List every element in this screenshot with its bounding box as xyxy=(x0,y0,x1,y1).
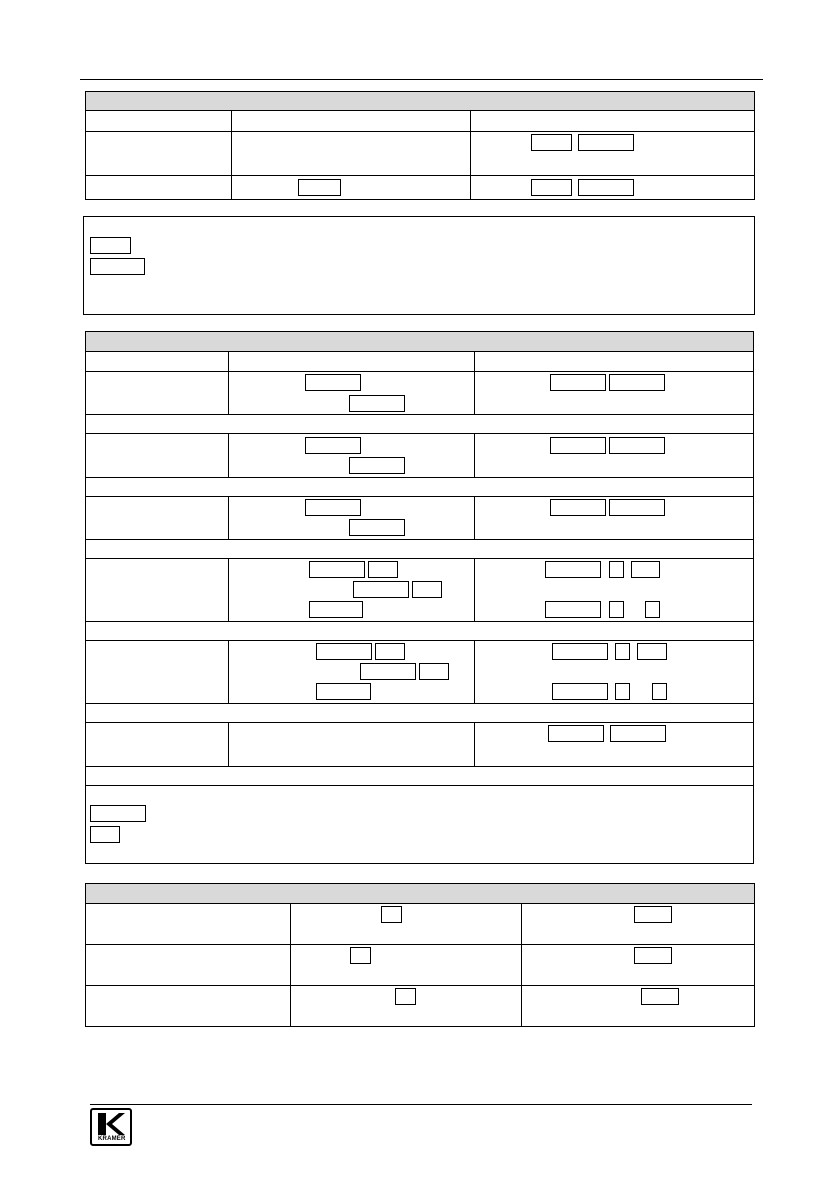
key-button xyxy=(641,988,679,1005)
key-button xyxy=(531,179,572,196)
table-1-header-line xyxy=(85,131,755,132)
key-button xyxy=(609,499,665,516)
key-button xyxy=(615,683,630,700)
key-button xyxy=(548,725,604,742)
table-2-row-line xyxy=(85,539,754,540)
table-3-row-line xyxy=(85,985,755,986)
table-2-row-line xyxy=(85,640,754,641)
table-2-row-line xyxy=(85,558,754,559)
key-button xyxy=(90,805,146,822)
key-button xyxy=(309,561,365,578)
kramer-k-icon xyxy=(92,1111,130,1137)
key-button xyxy=(578,134,634,151)
key-button xyxy=(316,683,371,700)
key-button xyxy=(375,643,405,660)
table-2-col-line xyxy=(228,559,229,621)
key-button xyxy=(395,988,416,1005)
key-button xyxy=(309,601,363,618)
footer-rule xyxy=(90,1104,752,1105)
table-3-title-bar xyxy=(85,883,755,904)
key-button xyxy=(360,663,416,680)
table-2-col-line xyxy=(474,434,475,477)
key-button xyxy=(609,437,665,454)
key-button xyxy=(349,457,405,474)
key-button xyxy=(550,499,606,516)
key-button xyxy=(634,906,672,923)
table-1-title-bar xyxy=(85,91,755,111)
key-button xyxy=(350,947,371,964)
kramer-logo xyxy=(90,1108,132,1146)
key-button xyxy=(316,643,372,660)
key-button xyxy=(609,374,665,391)
key-button xyxy=(545,601,601,618)
key-button xyxy=(349,519,405,536)
key-button xyxy=(550,374,606,391)
key-button xyxy=(419,663,449,680)
header-rule xyxy=(80,79,763,80)
table-2-row-line xyxy=(85,766,754,767)
table-3-col-line-1 xyxy=(290,904,291,1027)
key-button xyxy=(610,725,666,742)
key-button xyxy=(305,437,361,454)
table-2-col-line xyxy=(474,352,475,414)
key-button xyxy=(634,947,672,964)
key-button xyxy=(353,581,409,598)
key-button xyxy=(578,179,634,196)
key-button xyxy=(90,237,131,254)
table-2-row-line xyxy=(85,433,754,434)
table-2-col-line xyxy=(228,641,229,703)
key-button xyxy=(298,179,341,196)
table-2-row-line xyxy=(85,722,754,723)
key-button xyxy=(552,643,608,660)
table-2-col-line xyxy=(474,559,475,621)
logo-text: KRAMER xyxy=(98,1136,126,1142)
key-button xyxy=(645,601,660,618)
table-2-col-line xyxy=(474,641,475,703)
table-2-row-line xyxy=(85,477,754,478)
key-button xyxy=(545,561,601,578)
key-button xyxy=(305,374,361,391)
table-2-title-bar xyxy=(85,331,754,352)
table-2-col-line xyxy=(228,723,229,766)
table-2-row-line xyxy=(85,703,754,704)
table-2-col-line xyxy=(228,497,229,539)
note-box-1 xyxy=(83,216,755,315)
key-button xyxy=(631,561,660,578)
table-1-row-line xyxy=(85,175,755,176)
table-1-body xyxy=(85,110,755,200)
key-button xyxy=(615,643,630,660)
table-2-row-line xyxy=(85,785,754,786)
table-2-header-line xyxy=(85,371,754,372)
key-button xyxy=(305,499,361,516)
key-button xyxy=(637,643,667,660)
key-button xyxy=(550,437,606,454)
key-button xyxy=(552,683,608,700)
table-1-col-line-2 xyxy=(470,111,471,200)
key-button xyxy=(349,395,405,412)
table-2-col-line xyxy=(474,723,475,766)
key-button xyxy=(412,581,442,598)
key-button xyxy=(381,906,402,923)
key-button xyxy=(652,683,667,700)
table-2-row-line xyxy=(85,621,754,622)
key-button xyxy=(609,601,624,618)
key-button xyxy=(531,134,572,151)
key-button xyxy=(90,258,145,275)
table-2-col-line xyxy=(228,352,229,414)
table-1-col-line-1 xyxy=(231,111,232,200)
table-2-col-line xyxy=(474,497,475,539)
table-2-row-line xyxy=(85,414,754,415)
table-3-row-line xyxy=(85,944,755,945)
table-2-row-line xyxy=(85,496,754,497)
table-3-col-line-2 xyxy=(521,904,522,1027)
key-button xyxy=(90,826,120,843)
table-2-col-line xyxy=(228,434,229,477)
key-button xyxy=(609,561,624,578)
key-button xyxy=(368,561,398,578)
